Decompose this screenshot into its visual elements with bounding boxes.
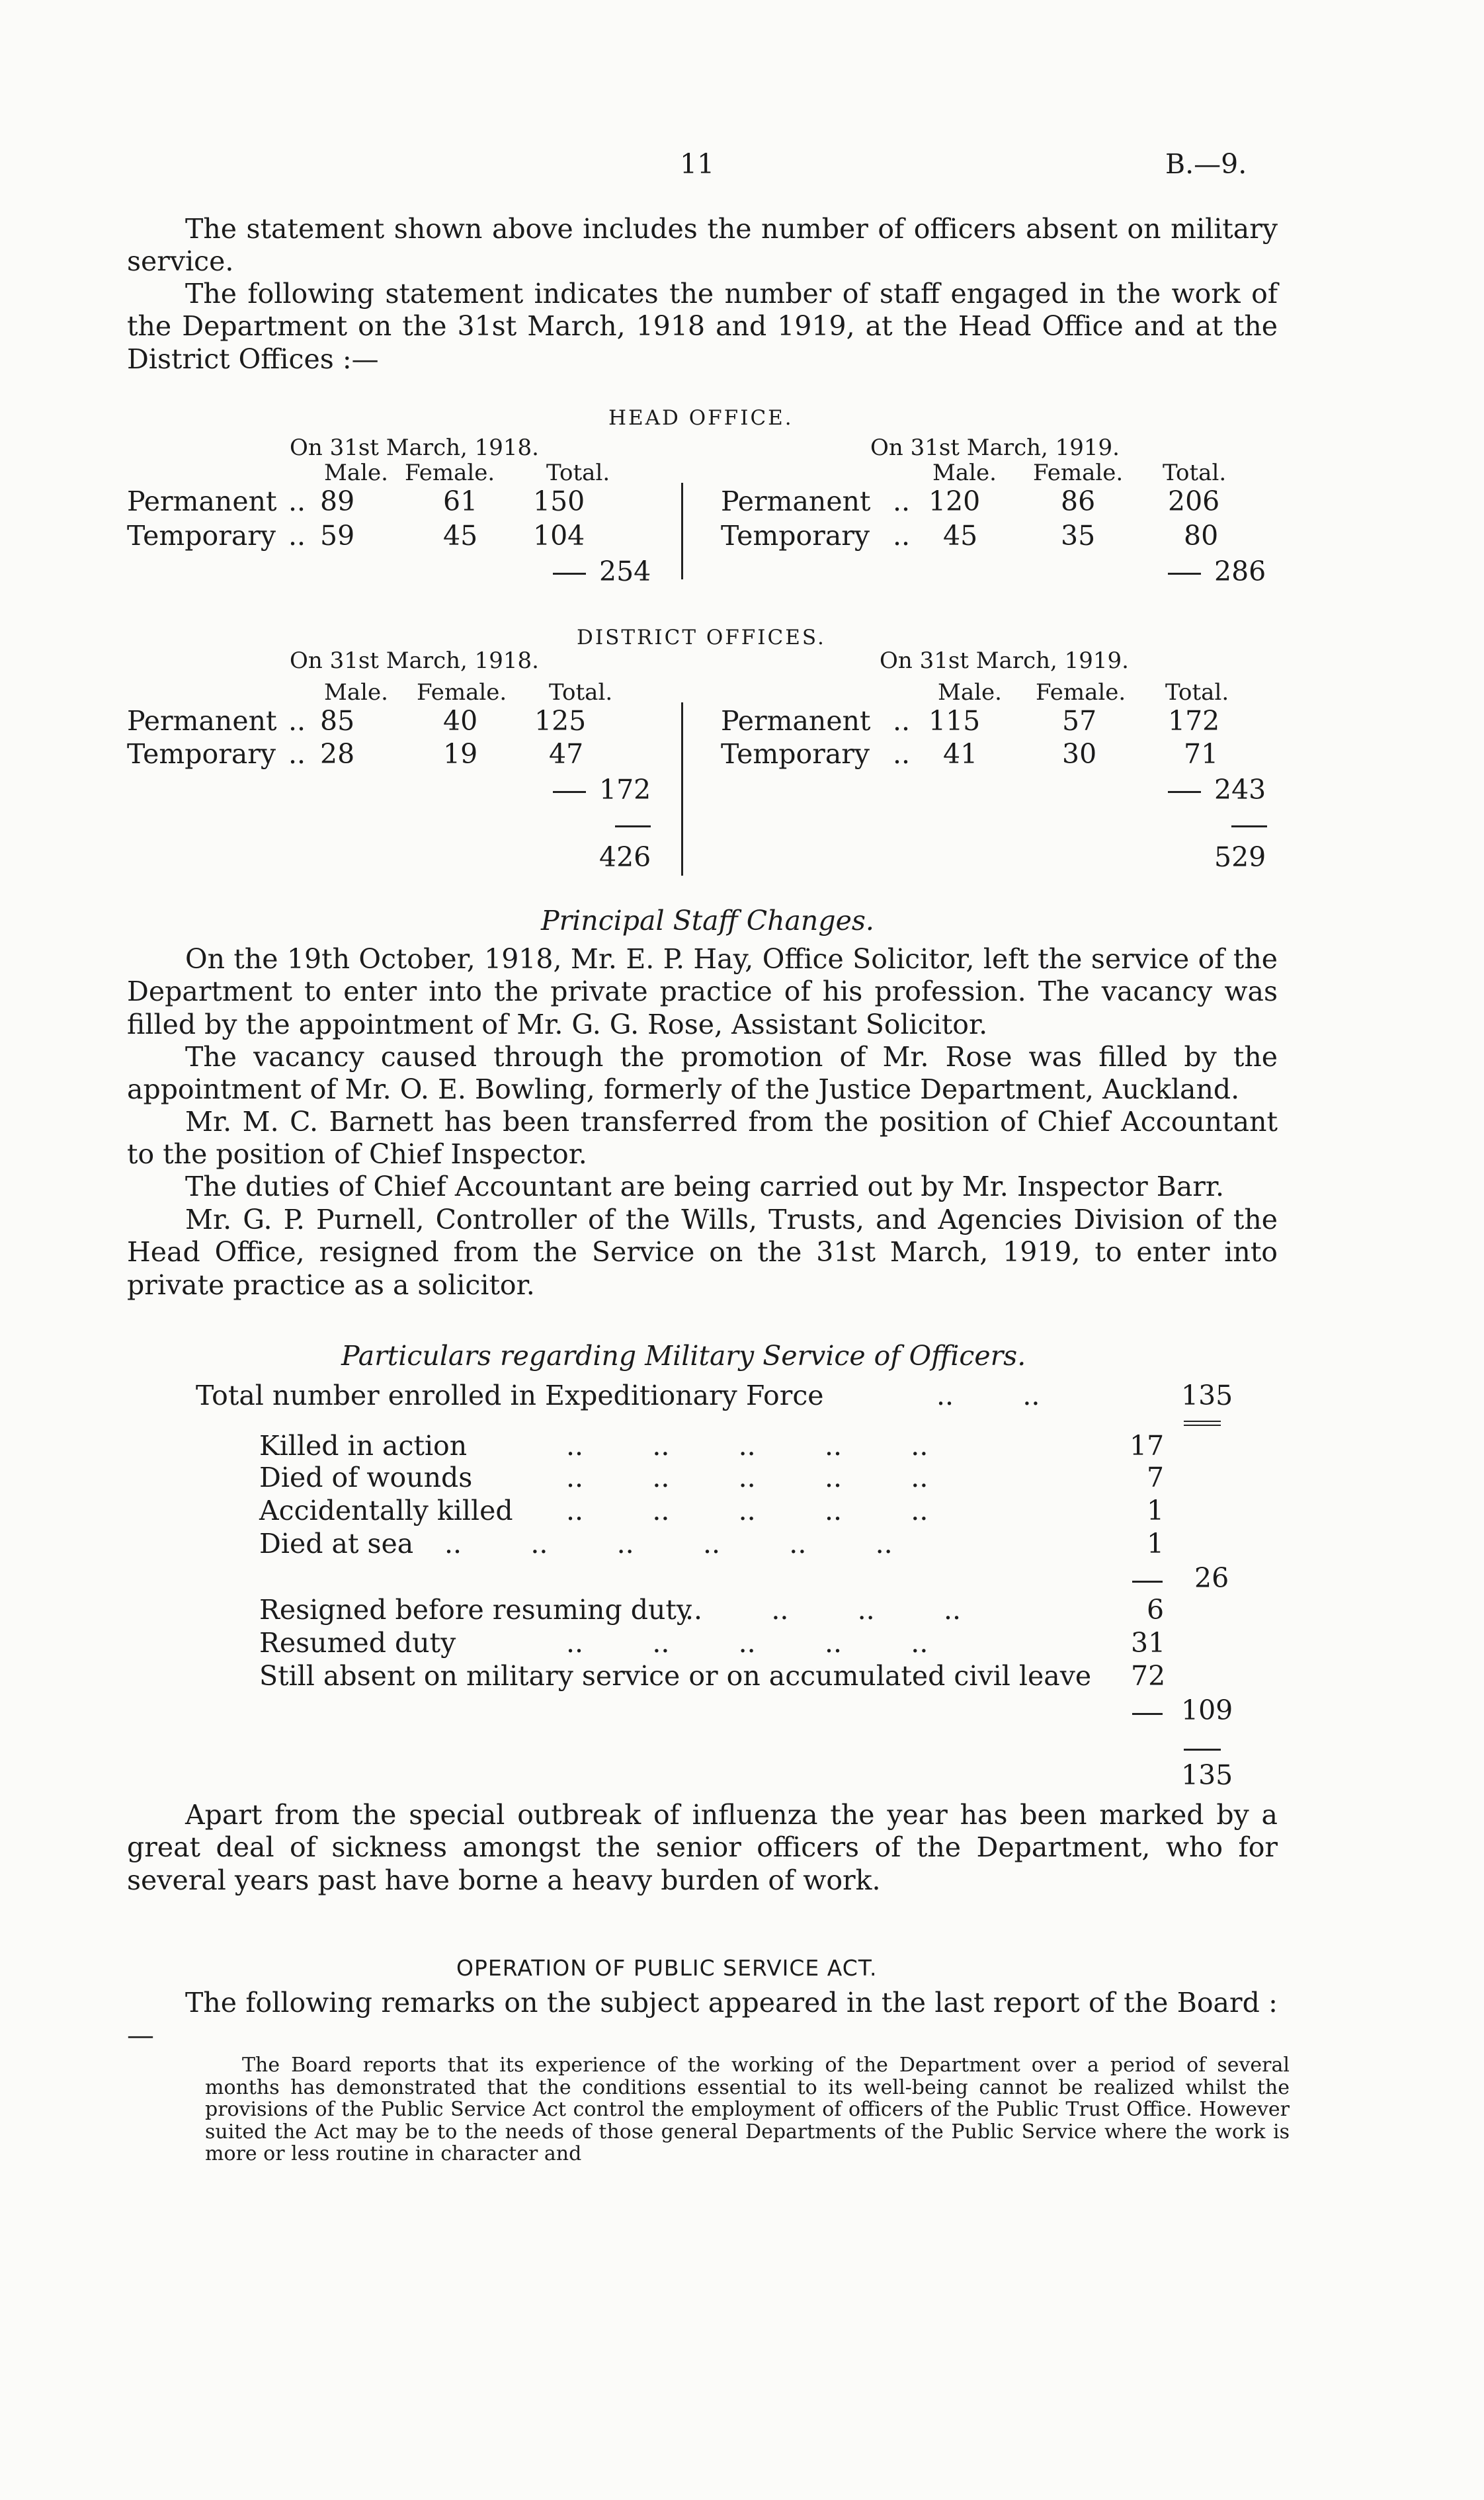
district-left-date: On 31st March, 1918. — [290, 647, 539, 674]
row-dots: .. — [893, 705, 911, 737]
row-dots: .. — [288, 705, 306, 737]
cell-total: 71 — [1184, 738, 1219, 770]
row-label: Permanent — [721, 705, 871, 737]
other-value: 6 — [1147, 1594, 1165, 1626]
cell-female: 57 — [1062, 705, 1097, 737]
sum-dash — [553, 573, 586, 575]
intro-paragraph-2: The following statement indicates the number of staff engaged in the work of the Department on the 31st March, 1918 and 1919, at the Head Office and at the District Offices :— — [127, 278, 1278, 375]
row-dots: .. — [893, 520, 911, 552]
leader-dots: .. .. .. .. .. — [566, 1495, 928, 1526]
cell-female: 86 — [1061, 485, 1096, 517]
cell-total: 80 — [1184, 520, 1219, 552]
cell-total: 172 — [1168, 705, 1220, 737]
col-header-female: Female. — [1033, 460, 1124, 486]
head-office-heading: HEAD OFFICE. — [608, 406, 794, 430]
cell-total: 150 — [533, 485, 585, 517]
cell-total: 47 — [549, 738, 584, 770]
cell-female: 40 — [443, 705, 478, 737]
cell-male: 45 — [943, 520, 978, 552]
district-offices-heading: DISTRICT OFFICES. — [577, 626, 826, 649]
row-label: Permanent — [127, 485, 277, 517]
psa-quoted-paragraph: The Board reports that its experience of the working of the Department over a period of several months has demonstrated that the conditions essential to its well-being cannot be realized whilst the provisions of the Public Service Act control the employment of officers of the Public Trust Office. However suited the Act may be to the needs of those general Departments of the Public Service where the work is more or less routine in character and — [205, 2054, 1290, 2165]
leader-dots: .. .. .. .. .. .. — [444, 1528, 893, 1560]
cell-total: 104 — [533, 520, 585, 552]
casualty-label: Killed in action — [259, 1430, 468, 1462]
others-subtotal: 109 — [1181, 1694, 1233, 1726]
col-header-total: Total. — [1165, 679, 1229, 706]
head-office-left-date: On 31st March, 1918. — [290, 435, 539, 461]
double-rule — [1184, 1421, 1221, 1422]
sum-dash — [553, 791, 586, 793]
col-header-total: Total. — [1163, 460, 1227, 486]
intro-paragraph-1: The statement shown above includes the number of officers absent on military service. — [127, 213, 1278, 278]
cell-male: 85 — [320, 705, 355, 737]
district-right-date: On 31st March, 1919. — [880, 647, 1129, 674]
casualty-value: 7 — [1147, 1462, 1165, 1493]
grand-total: 529 — [1214, 841, 1266, 873]
staff-paragraph: The vacancy caused through the promotion of Mr. Rose was filled by the appointment of Mr. O. E. Bowling, formerly of the Justice Department, Auckland. — [127, 1041, 1278, 1106]
sum-dash — [1168, 791, 1201, 793]
staff-paragraph: Mr. G. P. Purnell, Controller of the Wills, Trusts, and Agencies Division of the Head Office, resigned from the Service on the 31st March, 1919, to enter into private practice as a solicitor. — [127, 1204, 1278, 1301]
row-dots: .. — [893, 485, 911, 517]
subtotal: 243 — [1214, 774, 1266, 806]
sum-dash — [1132, 1713, 1163, 1715]
casualty-label: Died at sea — [259, 1528, 414, 1560]
subtotal: 254 — [599, 556, 651, 587]
document-reference: B.—9. — [1165, 148, 1247, 180]
section-title-military: Particulars regarding Military Service of Officers. — [341, 1340, 1026, 1372]
casualty-value: 17 — [1130, 1430, 1165, 1462]
cell-total: 125 — [534, 705, 587, 737]
casualty-label: Accidentally killed — [259, 1495, 513, 1526]
total-rule — [1184, 1749, 1221, 1751]
other-value: 72 — [1131, 1660, 1166, 1692]
page-number: 11 — [680, 148, 715, 180]
total-enrolled-label: Total number enrolled in Expeditionary Force — [196, 1380, 824, 1411]
other-label: Still absent on military service or on accumulated civil leave — [259, 1660, 1092, 1692]
leader-dots: .. .. .. .. — [685, 1594, 962, 1626]
total-enrolled-value: 135 — [1181, 1380, 1233, 1411]
col-header-male: Male. — [938, 679, 1002, 706]
psa-intro-paragraph: The following remarks on the subject appeared in the last report of the Board :— — [127, 1987, 1278, 2052]
col-header-female: Female. — [405, 460, 495, 486]
col-header-total: Total. — [546, 460, 610, 486]
row-dots: .. — [288, 520, 306, 552]
row-label: Temporary — [127, 738, 276, 770]
military-final-total: 135 — [1181, 1759, 1233, 1791]
section-title-staff-changes: Principal Staff Changes. — [541, 905, 874, 937]
row-label: Permanent — [127, 705, 277, 737]
staff-paragraph: Mr. M. C. Barnett has been transferred from the position of Chief Accountant to the position of Chief Inspector. — [127, 1106, 1278, 1171]
closing-paragraph: Apart from the special outbreak of influenza the year has been marked by a great deal of sickness amongst the senior officers of the Department, who for several years past have borne a heavy burden of work. — [127, 1799, 1278, 1896]
leader-dots: .. .. — [936, 1380, 1040, 1411]
section-heading-psa: OPERATION OF PUBLIC SERVICE ACT. — [456, 1955, 878, 1981]
leader-dots: .. .. .. .. .. — [566, 1627, 928, 1659]
col-header-female: Female. — [1036, 679, 1126, 706]
head-office-right-date: On 31st March, 1919. — [870, 435, 1120, 461]
other-value: 31 — [1131, 1627, 1166, 1659]
col-header-male: Male. — [324, 679, 388, 706]
subtotal: 286 — [1214, 556, 1266, 587]
cell-male: 28 — [320, 738, 355, 770]
sum-dash — [1132, 1581, 1163, 1583]
casualty-value: 1 — [1147, 1528, 1165, 1560]
cell-female: 45 — [443, 520, 478, 552]
casualties-subtotal: 26 — [1194, 1562, 1229, 1594]
col-header-total: Total. — [549, 679, 613, 706]
row-dots: .. — [288, 485, 306, 517]
column-divider — [681, 483, 683, 579]
cell-female: 30 — [1062, 738, 1097, 770]
casualty-label: Died of wounds — [259, 1462, 473, 1493]
cell-male: 115 — [928, 705, 981, 737]
cell-male: 41 — [943, 738, 978, 770]
cell-female: 19 — [443, 738, 478, 770]
column-divider — [681, 702, 683, 876]
other-label: Resumed duty — [259, 1627, 456, 1659]
row-dots: .. — [288, 738, 306, 770]
cell-male: 89 — [320, 485, 355, 517]
row-label: Permanent — [721, 485, 871, 517]
cell-male: 120 — [928, 485, 981, 517]
staff-paragraph: On the 19th October, 1918, Mr. E. P. Hay, Office Solicitor, left the service of the Department to enter into the private practice of his profession. The vacancy was filled by the appointment of Mr. G. G. Rose, Assistant Solicitor. — [127, 943, 1278, 1040]
row-label: Temporary — [127, 520, 276, 552]
col-header-female: Female. — [417, 679, 507, 706]
leader-dots: .. .. .. .. .. — [566, 1462, 928, 1493]
cell-male: 59 — [320, 520, 355, 552]
other-label: Resigned before resuming duty — [259, 1594, 692, 1626]
col-header-male: Male. — [324, 460, 388, 486]
cell-female: 61 — [443, 485, 478, 517]
staff-paragraph: The duties of Chief Accountant are being carried out by Mr. Inspector Barr. — [185, 1171, 1225, 1202]
row-label: Temporary — [721, 738, 870, 770]
leader-dots: .. .. .. .. .. — [566, 1430, 928, 1462]
row-label: Temporary — [721, 520, 870, 552]
casualty-value: 1 — [1147, 1495, 1165, 1526]
total-rule — [1231, 825, 1267, 827]
double-rule — [1184, 1425, 1221, 1426]
cell-total: 206 — [1168, 485, 1220, 517]
col-header-male: Male. — [932, 460, 997, 486]
sum-dash — [1168, 573, 1201, 575]
row-dots: .. — [893, 738, 911, 770]
cell-female: 35 — [1061, 520, 1096, 552]
grand-total: 426 — [599, 841, 651, 873]
subtotal: 172 — [599, 774, 651, 806]
total-rule — [615, 825, 651, 827]
